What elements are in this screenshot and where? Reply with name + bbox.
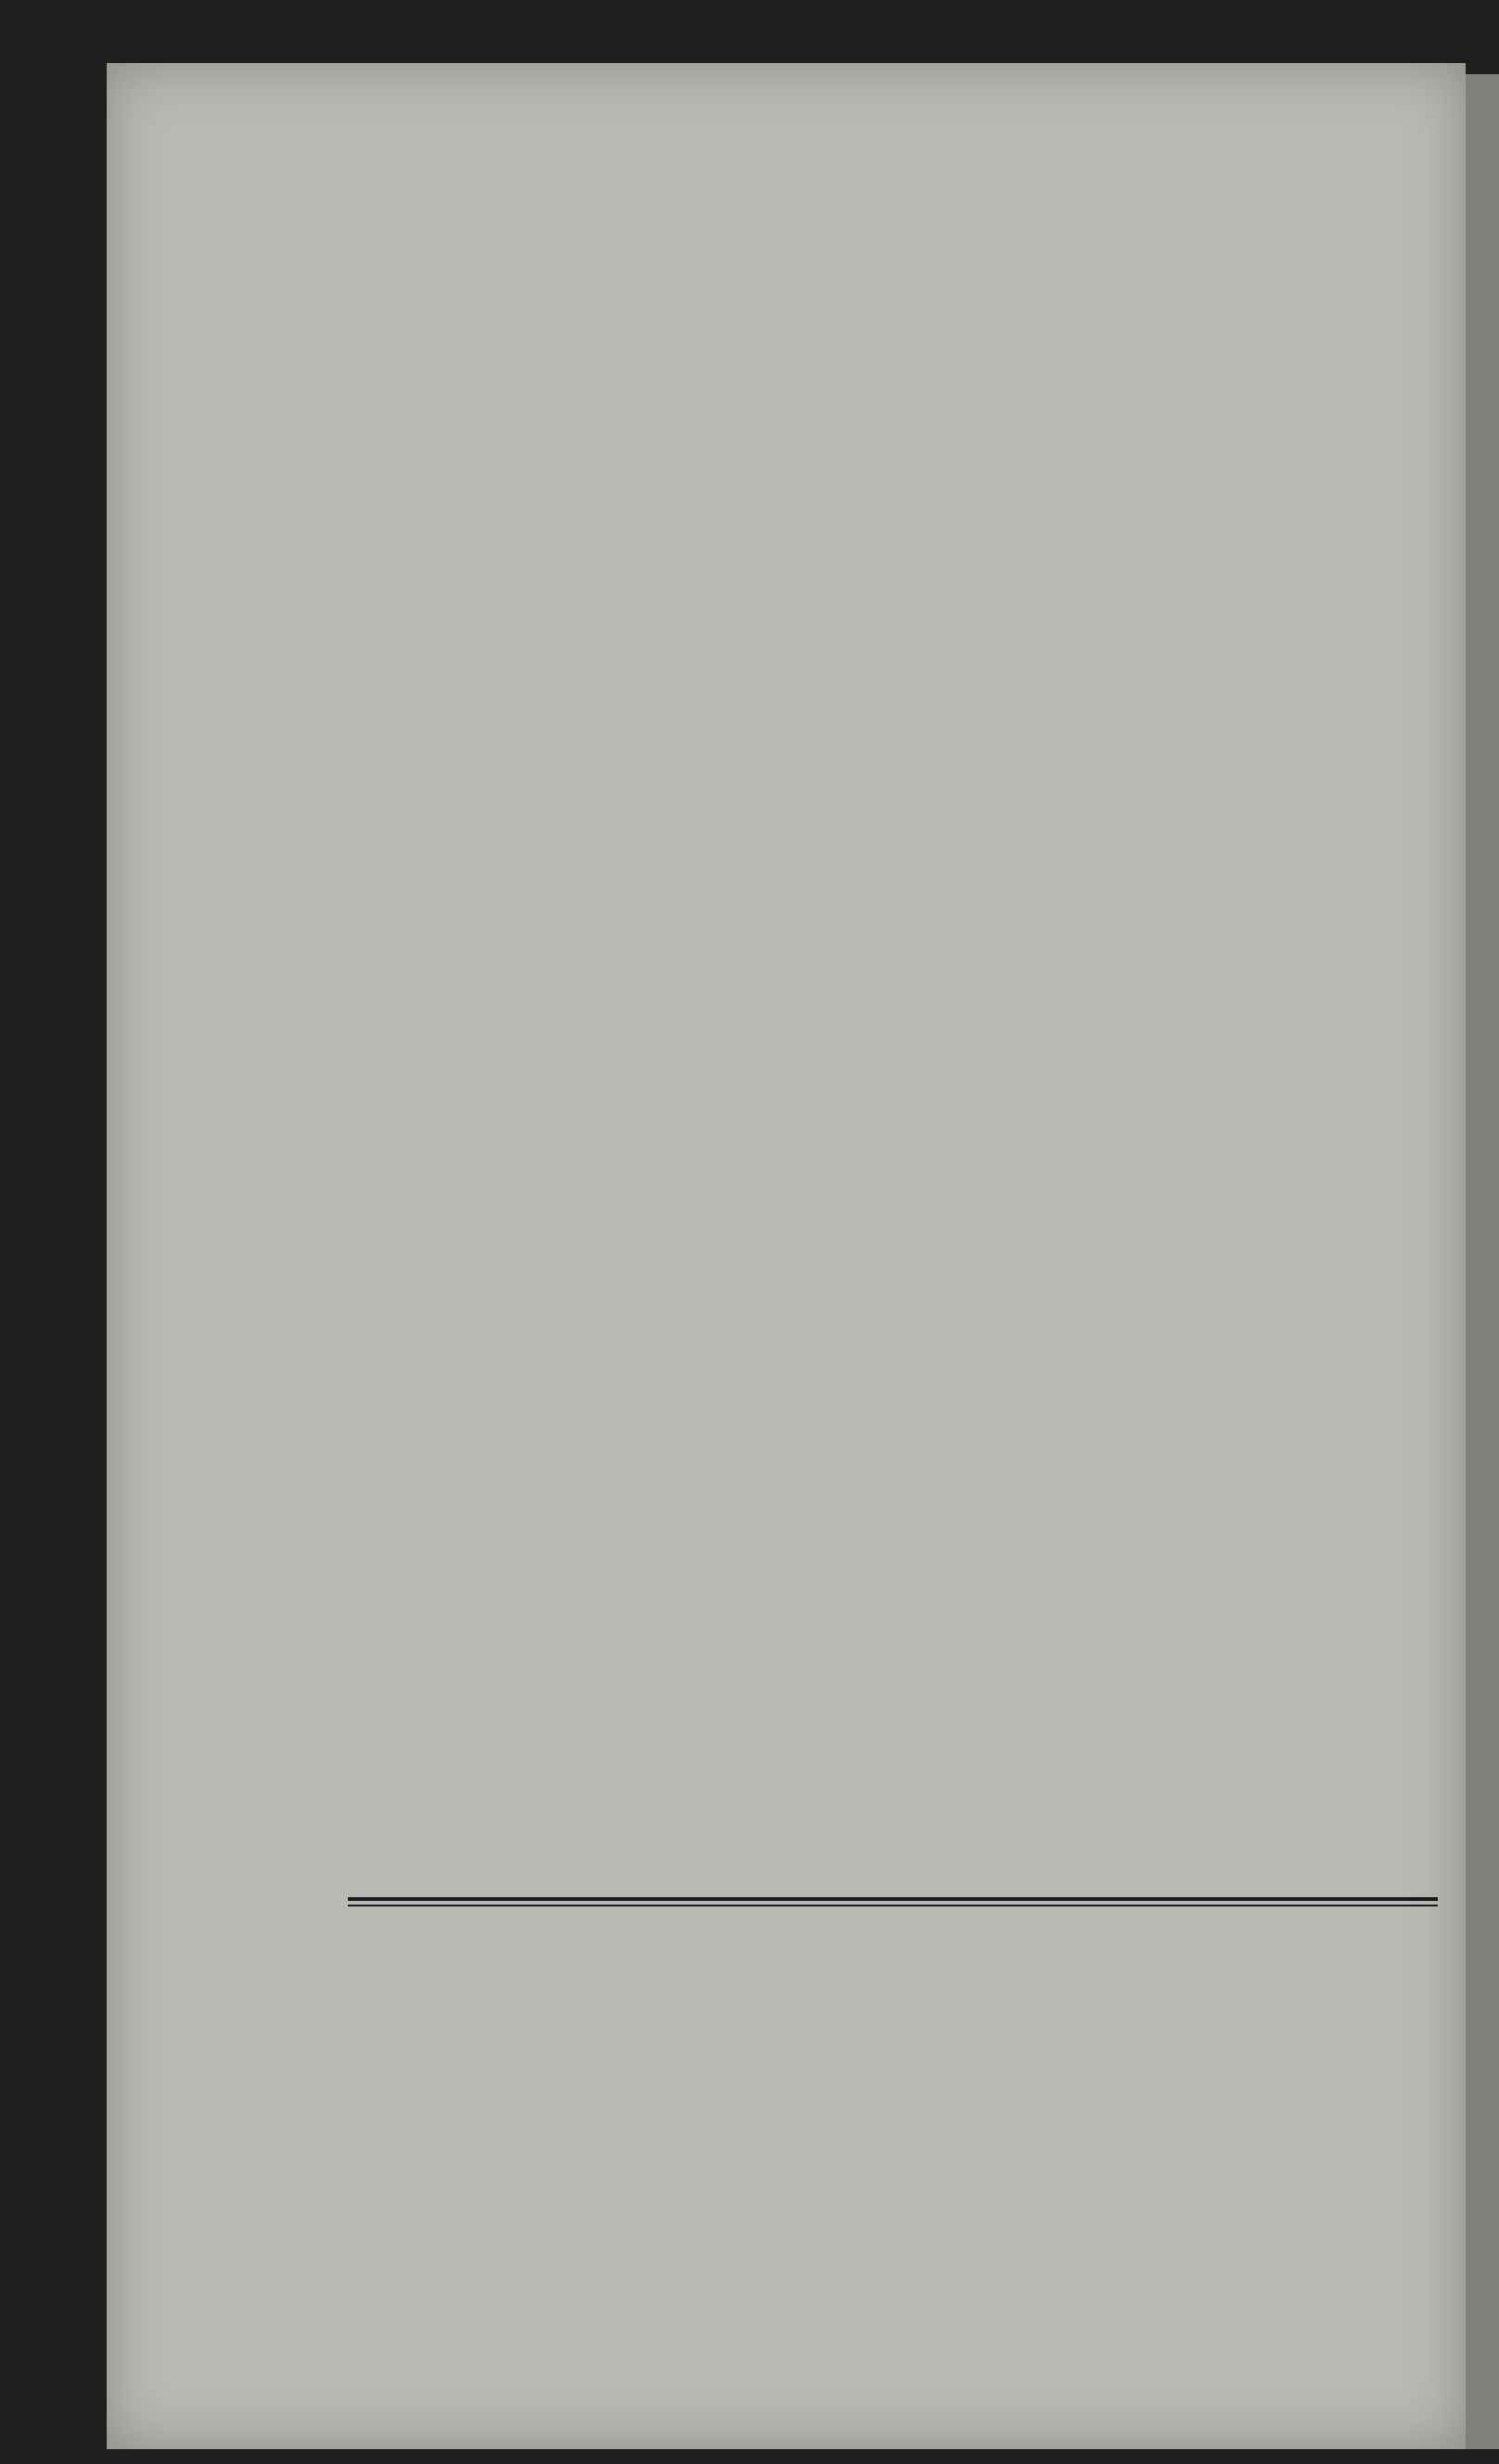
page-edge (1466, 74, 1499, 2449)
bilan-top-rule-2 (348, 1905, 1438, 1906)
document-page (107, 63, 1466, 2449)
bilan-top-rule (348, 1897, 1438, 1901)
